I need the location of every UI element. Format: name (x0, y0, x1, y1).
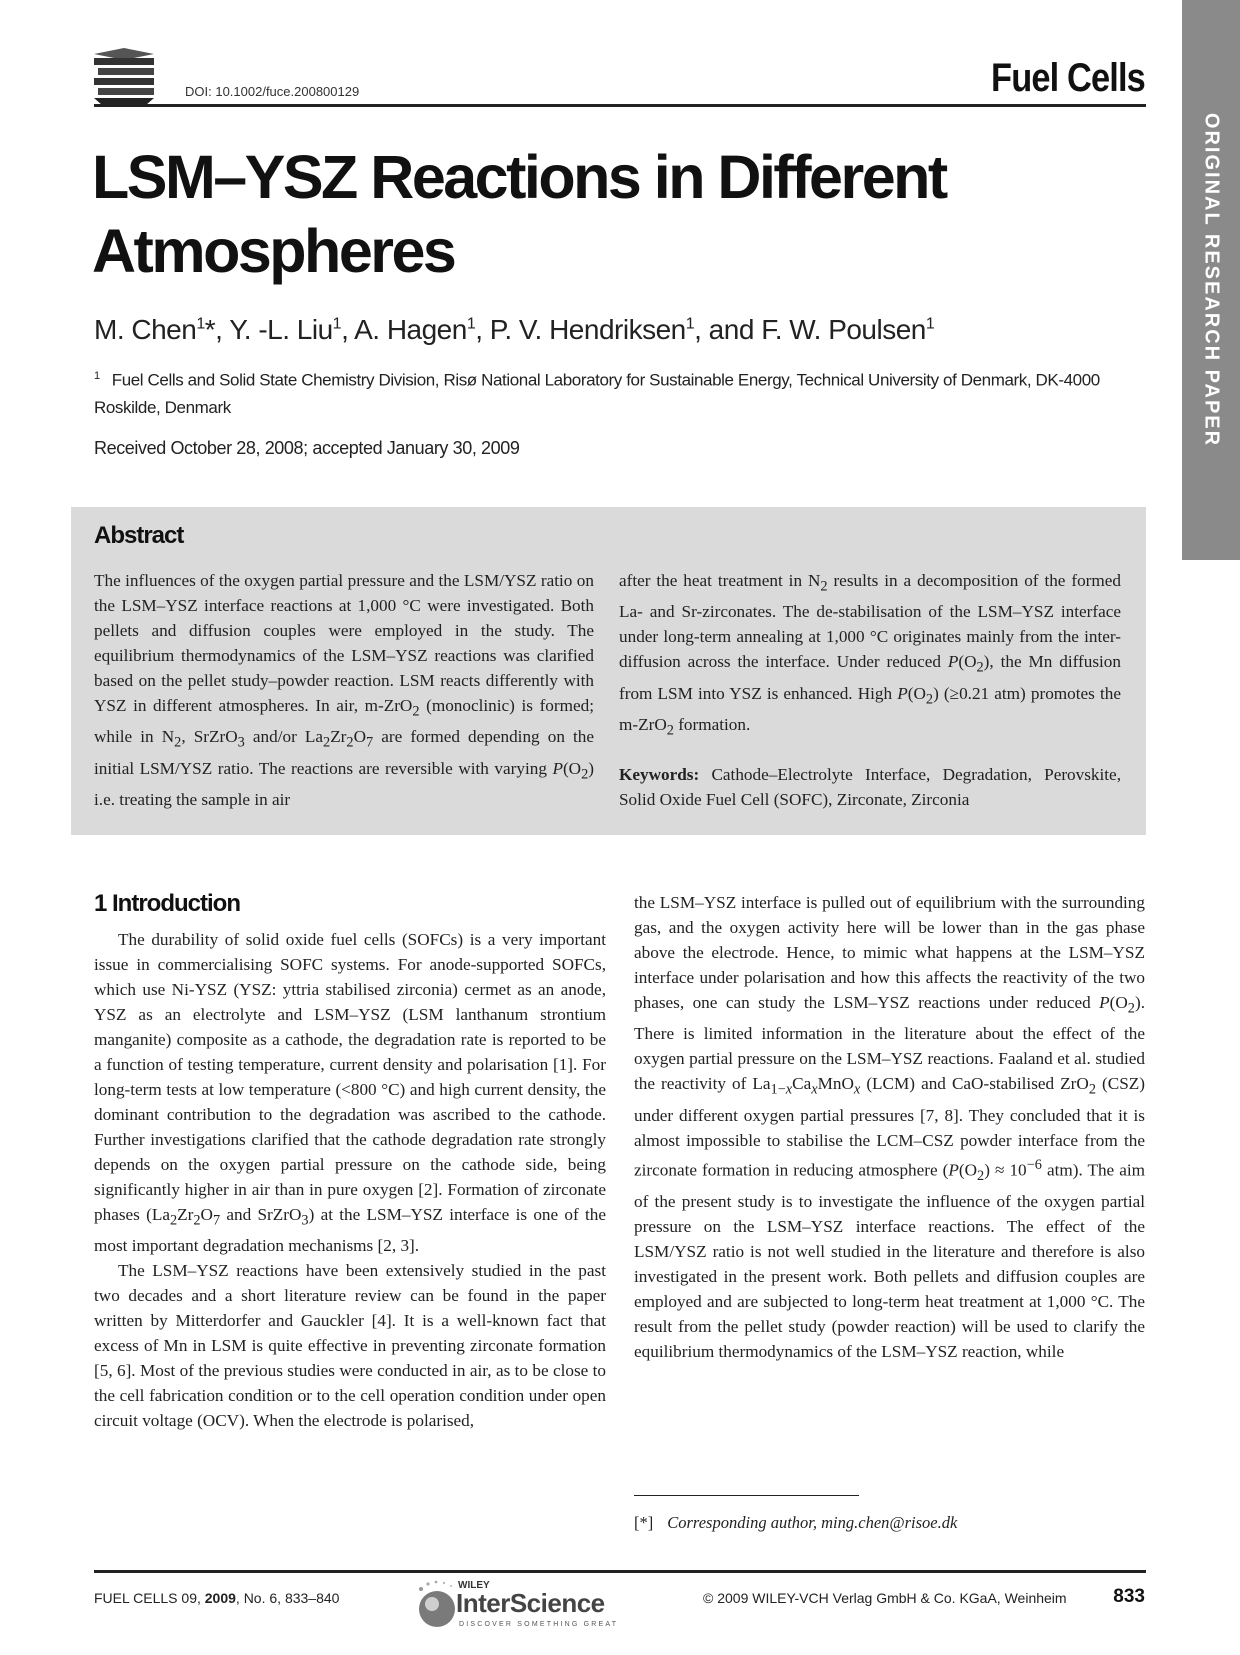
author: M. Chen$^1$*, (94, 314, 230, 345)
paragraph: the LSM–YSZ interface is pulled out of equilibrium with the surrounding gas, and the oxygen activity here will be lower than in the gas phase above the electrode. Hence, to mimic what happens at the LSM–YSZ interface under polarisation and how this affects the reactivity of the two phases, one can study the LSM–YSZ reactions under reduced $P(O_2)$. There is limited information in the literature about the effect of the oxygen partial pressure on the LSM–YSZ reactions. Faaland et al. studied the reactivity of $La_{1-x}Ca_xMnO_x$ (LCM) and CaO-stabilised ZrO$_2$ (CSZ) under different oxygen partial pressures [7, 8]. They concluded that it is almost impossible to stabilise the LCM–CSZ powder interface from the zirconate formation in reducing atmosphere ($P(O_2) \approx 10^{-6}$ atm). The aim of the present study is to investigate the influence of the oxygen partial pressure on the LSM–YSZ interface reactions. The effect of the LSM/YSZ ratio is not well studied in the literature and therefore is also investigated in the present work. Both pellets and diffusion couples are employed and are subjected to long-term heat treatment at 1,000 °C. The result from the pellet study (powder reaction) will be used to clarify the equilibrium thermodynamics of the LSM–YSZ reaction, while (634, 893, 1146, 1362)
body-column-2 (634, 890, 1145, 1364)
author: P. V. Hendriksen$^1$, and (489, 314, 762, 345)
paragraph: The LSM–YSZ reactions have been extensively studied in the past two decades and a short literature review can be found in the paper written by Mitterdorfer and Gauckler [4]. It is a well-known fact that excess of Mn in LSM is quite effective in preventing zirconate formation [5, 6]. Most of the previous studies were conducted in air, as to be close to the cell fabrication condition or to the cell operation condition under open circuit voltage (OCV). When the electrode is polarised, (94, 1261, 606, 1431)
body-column-1 (94, 927, 606, 1433)
article-type-label: ORIGINAL RESEARCH PAPER (1200, 112, 1223, 448)
journal-reference: FUEL CELLS 09, 2009, No. 6, 833–840 (94, 1590, 340, 1606)
publisher-tagline: DISCOVER SOMETHING GREAT (459, 1621, 619, 1628)
paper-title: LSM–YSZ Reactions in Different Atmospheres (92, 143, 946, 285)
journal-name: Fuel Cells (991, 56, 1145, 100)
keywords (619, 762, 1121, 812)
publisher-wiley: WILEY (458, 1580, 490, 1591)
affiliation-text: Fuel Cells and Solid State Chemistry Division, Risø National Laboratory for Sustainable Energy, Technical University of Denmark, DK-4000 Roskilde, Denmark (94, 370, 1100, 417)
abstract-heading: Abstract (94, 522, 184, 549)
section-heading: 1 Introduction (94, 890, 240, 917)
copyright: © 2009 WILEY-VCH Verlag GmbH & Co. KGaA, Weinheim (703, 1590, 1067, 1606)
side-tab (1182, 0, 1240, 560)
journal-year: 2009 (204, 1590, 236, 1606)
abstract-column-2-text: after the heat treatment in $N_2$ results in a decomposition of the formed La- and Sr-zirconates. The de-stabilisation of the LSM–YSZ interface under long-term annealing at 1,000 °C originates mainly from the inter-diffusion across the interface. Under reduced $P(O_2)$, the Mn diffusion from LSM into YSZ is enhanced. High $P(O_2)$ (≥0.21 atm) promotes the m-ZrO$_2$ formation. (619, 571, 1121, 739)
author: A. Hagen$^1$, (354, 314, 490, 345)
paragraph: The durability of solid oxide fuel cells (SOFCs) is a very important issue in commercialising SOFC systems. For anode-supported SOFCs, which use Ni-YSZ (YSZ: yttria stabilised zirconia) cermet as an anode, YSZ as an electrolyte and LSM–YSZ (LSM lanthanum strontium manganite) composite as a cathode, the degradation rate is reported to be a function of testing temperature, current density and polarisation [1]. For long-term tests at low temperature (<800 °C) and high current density, the dominant contribution to the degradation was ascribed to the cathode. Further investigations clarified that the cathode degradation rate strongly depends on the oxygen partial pressure on the cathode side, being significantly higher in air than in pure oxygen [2]. Formation of zirconate phases ($La_2Zr_2O_7$ and SrZrO$_3$) at the LSM–YSZ interface is one of the most important degradation mechanisms [2, 3]. (94, 930, 606, 1256)
keywords-label: Keywords: (619, 764, 700, 784)
author: Y. -L. Liu$^1$, (229, 314, 355, 345)
journal-logo (94, 48, 156, 106)
page-number: 833 (1113, 1586, 1145, 1607)
keywords-text: Cathode–Electrolyte Interface, Degradation, Perovskite, Solid Oxide Fuel Cell (SOFC), Zirconate, Zirconia (619, 764, 1121, 809)
footnote-text: Corresponding author, ming.chen@risoe.dk (667, 1513, 958, 1532)
header-rule (94, 104, 1146, 107)
author: F. W. Poulsen$^1$ (761, 314, 935, 345)
publisher-name: InterScience (456, 1588, 605, 1618)
abstract-column-2 (619, 568, 1121, 812)
footnote-mark: [*] (634, 1513, 654, 1532)
received-dates: Received October 28, 2008; accepted January 30, 2009 (94, 438, 520, 458)
footnote (634, 1513, 957, 1533)
affiliation-number: 1 (94, 370, 100, 382)
doi: DOI: 10.1002/fuce.200800129 (185, 84, 360, 99)
abstract-column-1: The influences of the oxygen partial pressure and the LSM/YSZ ratio on the LSM–YSZ interface reactions at 1,000 °C were investigated. Both pellets and diffusion couples were employed in the study. The equilibrium thermodynamics of the LSM–YSZ reactions was clarified based on the pellet study–powder reaction. LSM reacts differently with YSZ in different atmospheres. In air, m-ZrO$_2$ (monoclinic) is formed; while in $N_2$, SrZrO$_3$ and/or $La_2Zr_2O_7$ are formed depending on the initial LSM/YSZ ratio. The reactions are reversible with varying $P(O_2)$ i.e. treating the sample in air (94, 571, 595, 810)
footnote-rule (634, 1495, 859, 1496)
affiliation (94, 363, 1104, 421)
footer-rule (94, 1570, 1146, 1573)
author-list (94, 314, 934, 346)
